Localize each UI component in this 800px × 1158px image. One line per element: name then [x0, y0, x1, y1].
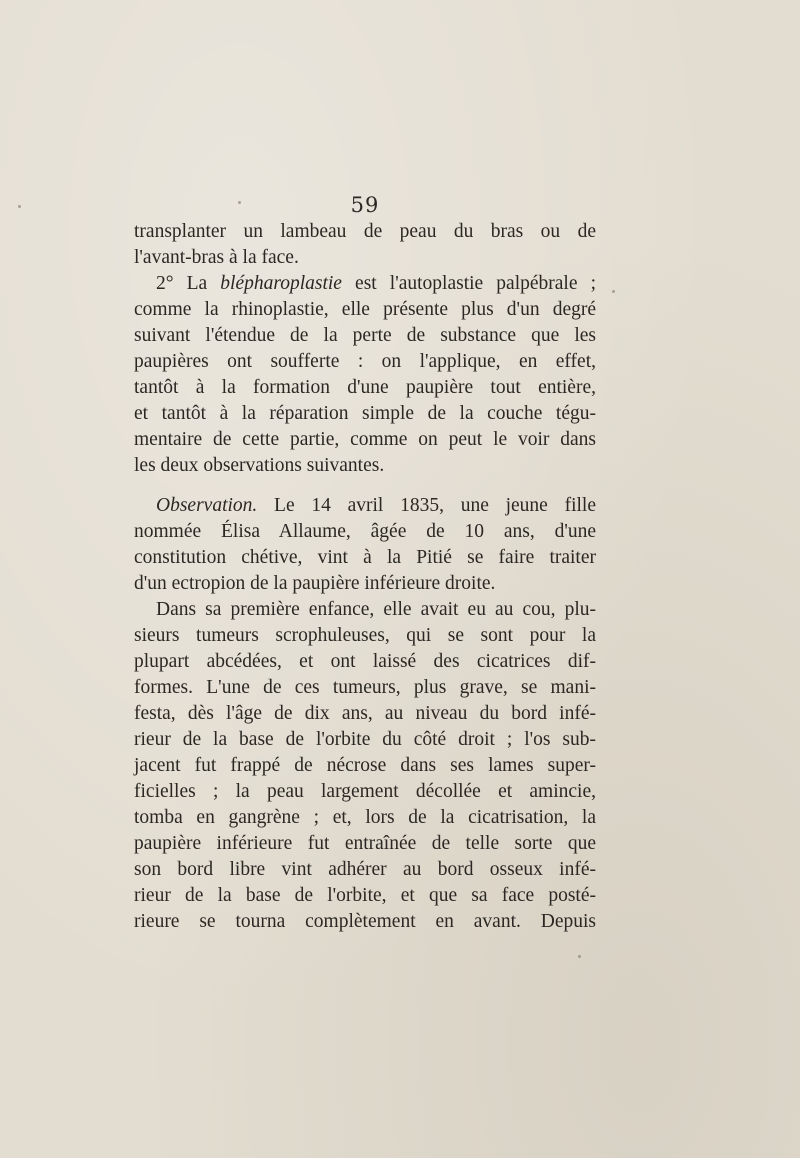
text-line: festa, dès l'âge de dix ans, au niveau du bord infé-	[134, 703, 596, 724]
paragraph-gap	[134, 479, 596, 493]
paper-speck	[578, 955, 581, 958]
text-line: les deux observations suivantes.	[134, 455, 385, 476]
text-line: rieur de la base de l'orbite du côté droit ; l'os sub-	[134, 729, 596, 750]
text-line: mentaire de cette partie, comme on peut le voir dans	[134, 429, 596, 450]
text-line: transplanter un lambeau de peau du bras ou de	[134, 221, 596, 242]
text-line: suivant l'étendue de la perte de substance que les	[134, 325, 596, 346]
text-line	[134, 271, 596, 297]
text-line: formes. L'une de ces tumeurs, plus grave, se mani-	[134, 677, 596, 698]
text-line: sieurs tumeurs scrophuleuses, qui se sont pour la	[134, 625, 596, 646]
text-line: tomba en gangrène ; et, lors de la cicatrisation, la	[134, 807, 596, 828]
text-fragment: Le 14 avril 1835, une jeune fille	[257, 495, 596, 516]
text-line: son bord libre vint adhérer au bord osseux infé-	[134, 859, 596, 880]
text-line: ficielles ; la peau largement décollée et amincie,	[134, 781, 596, 802]
text-line: paupières ont soufferte : on l'applique, en effet,	[134, 351, 596, 372]
text-line: nommée Élisa Allaume, âgée de 10 ans, d'une	[134, 521, 596, 542]
text-line: paupière inférieure fut entraînée de telle sorte que	[134, 833, 596, 854]
italic-term: blépharoplastie	[220, 273, 342, 294]
text-line: plupart abcédées, et ont laissé des cicatrices dif-	[134, 651, 596, 672]
text-fragment: est l'autoplastie palpébrale ;	[341, 273, 596, 294]
paper-speck	[612, 290, 615, 293]
text-line: l'avant-bras à la face.	[134, 247, 299, 268]
text-line: jacent fut frappé de nécrose dans ses lames super-	[134, 755, 596, 776]
text-line: rieure se tourna complètement en avant. Depuis	[134, 911, 596, 932]
text-line: constitution chétive, vint à la Pitié se faire traiter	[134, 547, 596, 568]
text-line	[134, 493, 596, 519]
text-line: Dans sa première enfance, elle avait eu au cou, plu-	[156, 599, 596, 620]
text-line: tantôt à la formation d'une paupière tout entière,	[134, 377, 596, 398]
text-line: d'un ectropion de la paupière inférieure droite.	[134, 573, 496, 594]
page-number: 59	[350, 193, 380, 217]
text-line: rieur de la base de l'orbite, et que sa face posté-	[134, 885, 596, 906]
text-line: comme la rhinoplastie, elle présente plus d'un degré	[134, 299, 596, 320]
text-fragment: 2° La	[156, 273, 221, 294]
text-line: et tantôt à la réparation simple de la couche tégu-	[134, 403, 596, 424]
section-heading: Observation.	[156, 495, 258, 516]
body-text	[134, 219, 596, 935]
